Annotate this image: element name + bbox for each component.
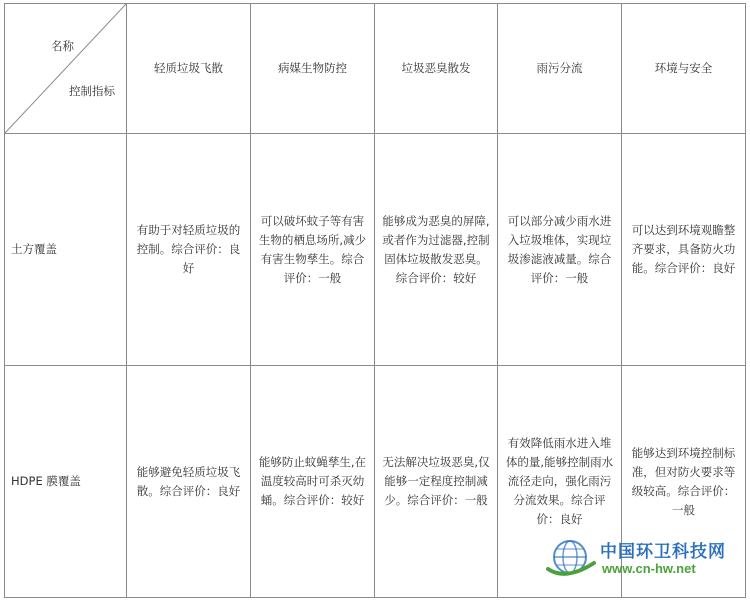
corner-label-name: 名称 — [51, 39, 74, 53]
column-header-odor: 垃圾恶臭散发 — [375, 4, 498, 134]
table-row — [5, 134, 746, 366]
comparison-table — [4, 3, 746, 598]
table-cell: 可以破坏蚊子等有害生物的栖息场所,减少有害生物孳生。综合评价：一般 — [251, 134, 375, 366]
table-cell: 有效降低雨水进入堆体的量,能够控制雨水流径走向，强化雨污分流效果。综合评价：良好 — [498, 366, 622, 598]
table-cell: 能够防止蚊蝇孳生,在温度较高时可杀灭幼蛹。综合评价：较好 — [251, 366, 375, 598]
table-cell: 能够达到环境控制标准，但对防火要求等级较高。综合评价：一般 — [622, 366, 746, 598]
table-cell: 无法解决垃圾恶臭,仅能够一定程度控制减少。综合评价：一般 — [375, 366, 498, 598]
row-header-soil-cover: 土方覆盖 — [5, 134, 127, 366]
watermark-site-name: 中国环卫科技网 — [600, 542, 726, 562]
column-header-vector-control: 病媒生物防控 — [251, 4, 375, 134]
corner-header-cell — [5, 4, 127, 134]
table-cell: 有助于对轻质垃圾的控制。综合评价：良好 — [127, 134, 251, 366]
corner-label-indicator: 控制指标 — [69, 84, 115, 98]
site-watermark — [546, 535, 746, 585]
column-header-rain-sewage: 雨污分流 — [498, 4, 622, 134]
column-header-light-waste: 轻质垃圾飞散 — [127, 4, 251, 134]
row-header-hdpe-cover: HDPE 膜覆盖 — [5, 366, 127, 598]
table-cell: 可以达到环境观瞻整齐要求，具备防火功能。综合评价：良好 — [622, 134, 746, 366]
header-row — [5, 4, 746, 134]
globe-logo-icon — [546, 535, 598, 581]
diagonal-divider — [5, 4, 126, 133]
table-cell: 可以部分减少雨水进入垃圾堆体，实现垃圾渗滤液减量。综合评价：一般 — [498, 134, 622, 366]
column-header-environment-safety: 环境与安全 — [622, 4, 746, 134]
table-cell: 能够避免轻质垃圾飞散。综合评价：良好 — [127, 366, 251, 598]
watermark-url: www.cn-hw.net — [602, 561, 696, 576]
table-cell: 能够成为恶臭的屏障,或者作为过滤器,控制固体垃圾散发恶臭。综合评价：较好 — [375, 134, 498, 366]
